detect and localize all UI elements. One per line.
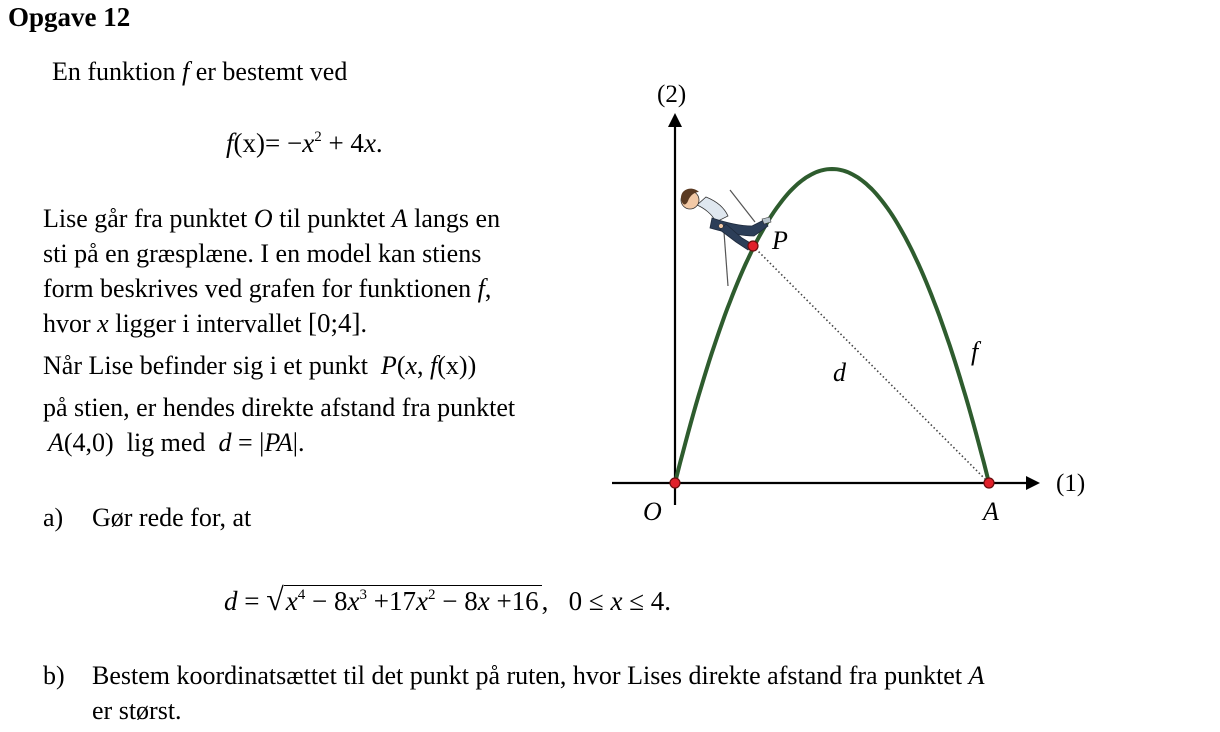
part-a-text: Gør rede for, at [92, 503, 252, 532]
fd-arg: (x) [233, 128, 265, 158]
df-e1: 4 [297, 587, 306, 603]
p2-l1-x: x [405, 351, 418, 380]
df-cond-b: ≤ 4. [629, 586, 672, 616]
p1-l4-end: . [360, 309, 367, 338]
p1-l1-a: Lise går fra punktet [43, 204, 248, 233]
p2-l3-d: d [218, 428, 232, 457]
distance-d-label: d [833, 358, 846, 387]
fd-x2: x [363, 128, 376, 158]
point-a-marker [984, 478, 994, 488]
p2-l3-mid: lig med [126, 428, 206, 457]
part-a-label: a) [43, 503, 64, 532]
fd-f: f [226, 128, 234, 158]
curve-f-label: f [971, 337, 979, 366]
pb-l1-A: A [968, 661, 985, 690]
df-e5: 2 [427, 587, 436, 603]
df-r8: +16 [489, 586, 539, 616]
df-e3: 3 [359, 587, 367, 603]
p1-line-2: sti på en græsplæne. I en model kan stiens [43, 239, 482, 268]
part-b-line-2: er størst. [92, 696, 182, 725]
p1-l3-a: form beskrives ved grafen for funktionen [43, 274, 472, 303]
df-cond-a: 0 ≤ [568, 586, 604, 616]
p2-l1-a: Når Lise befinder sig i et punkt [43, 351, 368, 380]
point-a-label: A [983, 497, 999, 526]
point-p-marker [748, 241, 758, 251]
p2-l1-P: P [380, 351, 397, 380]
origin-label: O [643, 497, 662, 526]
fd-x1: x [302, 128, 315, 158]
segment-pa [753, 246, 989, 483]
df-r2: − 8 [305, 586, 348, 616]
fd-end: . [375, 128, 383, 158]
p2-l3-PA: PA [264, 428, 293, 457]
p2-l3-A: A [48, 428, 64, 457]
p2-l1-po: ( [396, 351, 406, 380]
p2-l1-f: f [430, 351, 438, 380]
p1-l3-end: , [484, 274, 492, 303]
intro-f: f [182, 57, 190, 86]
p2-l1-comma: , [417, 351, 424, 380]
intro-post: er bestemt ved [195, 57, 348, 86]
df-cond-x: x [610, 586, 623, 616]
p1-l4-a: hvor [43, 309, 91, 338]
p1-l4-x: x [97, 309, 109, 338]
y-axis-arrow-icon [668, 113, 682, 127]
paragraph-2-line-2: på stien, er hendes direkte afstand fra punktet [43, 393, 516, 422]
y-axis-label: (2) [657, 81, 687, 108]
p1-l4-b: ligger i intervallet [115, 309, 302, 338]
p1-l1-b: til punktet [279, 204, 386, 233]
p1-l1-O: O [253, 204, 273, 233]
p1-l4-int: [0;4] [307, 308, 361, 338]
p1-l1-c: langs en [414, 204, 501, 233]
df-comma: , [541, 586, 549, 616]
p2-l3-eq: = | [231, 428, 265, 457]
df-r7: x [477, 586, 490, 616]
df-r6: − 8 [435, 586, 478, 616]
p1-l1-A: A [391, 204, 408, 233]
p2-l3-coord: (4,0) [63, 428, 114, 457]
p2-l3-end: |. [292, 428, 305, 457]
sqrt-sign: √ [266, 581, 284, 617]
df-r1: x [285, 586, 298, 616]
point-p-label: P [772, 226, 788, 255]
part-b-label: b) [43, 661, 65, 690]
df-r3: x [347, 586, 360, 616]
point-o-marker [670, 478, 680, 488]
fd-eq: = − [265, 128, 303, 158]
df-r5: x [415, 586, 428, 616]
fd-plus: + 4 [321, 128, 364, 158]
df-d: d [224, 586, 238, 616]
df-r4: +17 [367, 586, 416, 616]
task-title: Opgave 12 [8, 2, 131, 32]
p2-l1-px: (x)) [437, 351, 477, 380]
fd-exp: 2 [314, 129, 322, 145]
df-eq: = [237, 586, 267, 616]
p1-l3-f: f [477, 274, 485, 303]
x-axis-label: (1) [1056, 470, 1086, 497]
intro-pre: En funktion [52, 57, 176, 86]
pb-l1-a: Bestem koordinatsættet til det punkt på ruten, hvor Lises direkte afstand fra punktet [92, 661, 963, 690]
x-axis-arrow-icon [1026, 476, 1040, 490]
